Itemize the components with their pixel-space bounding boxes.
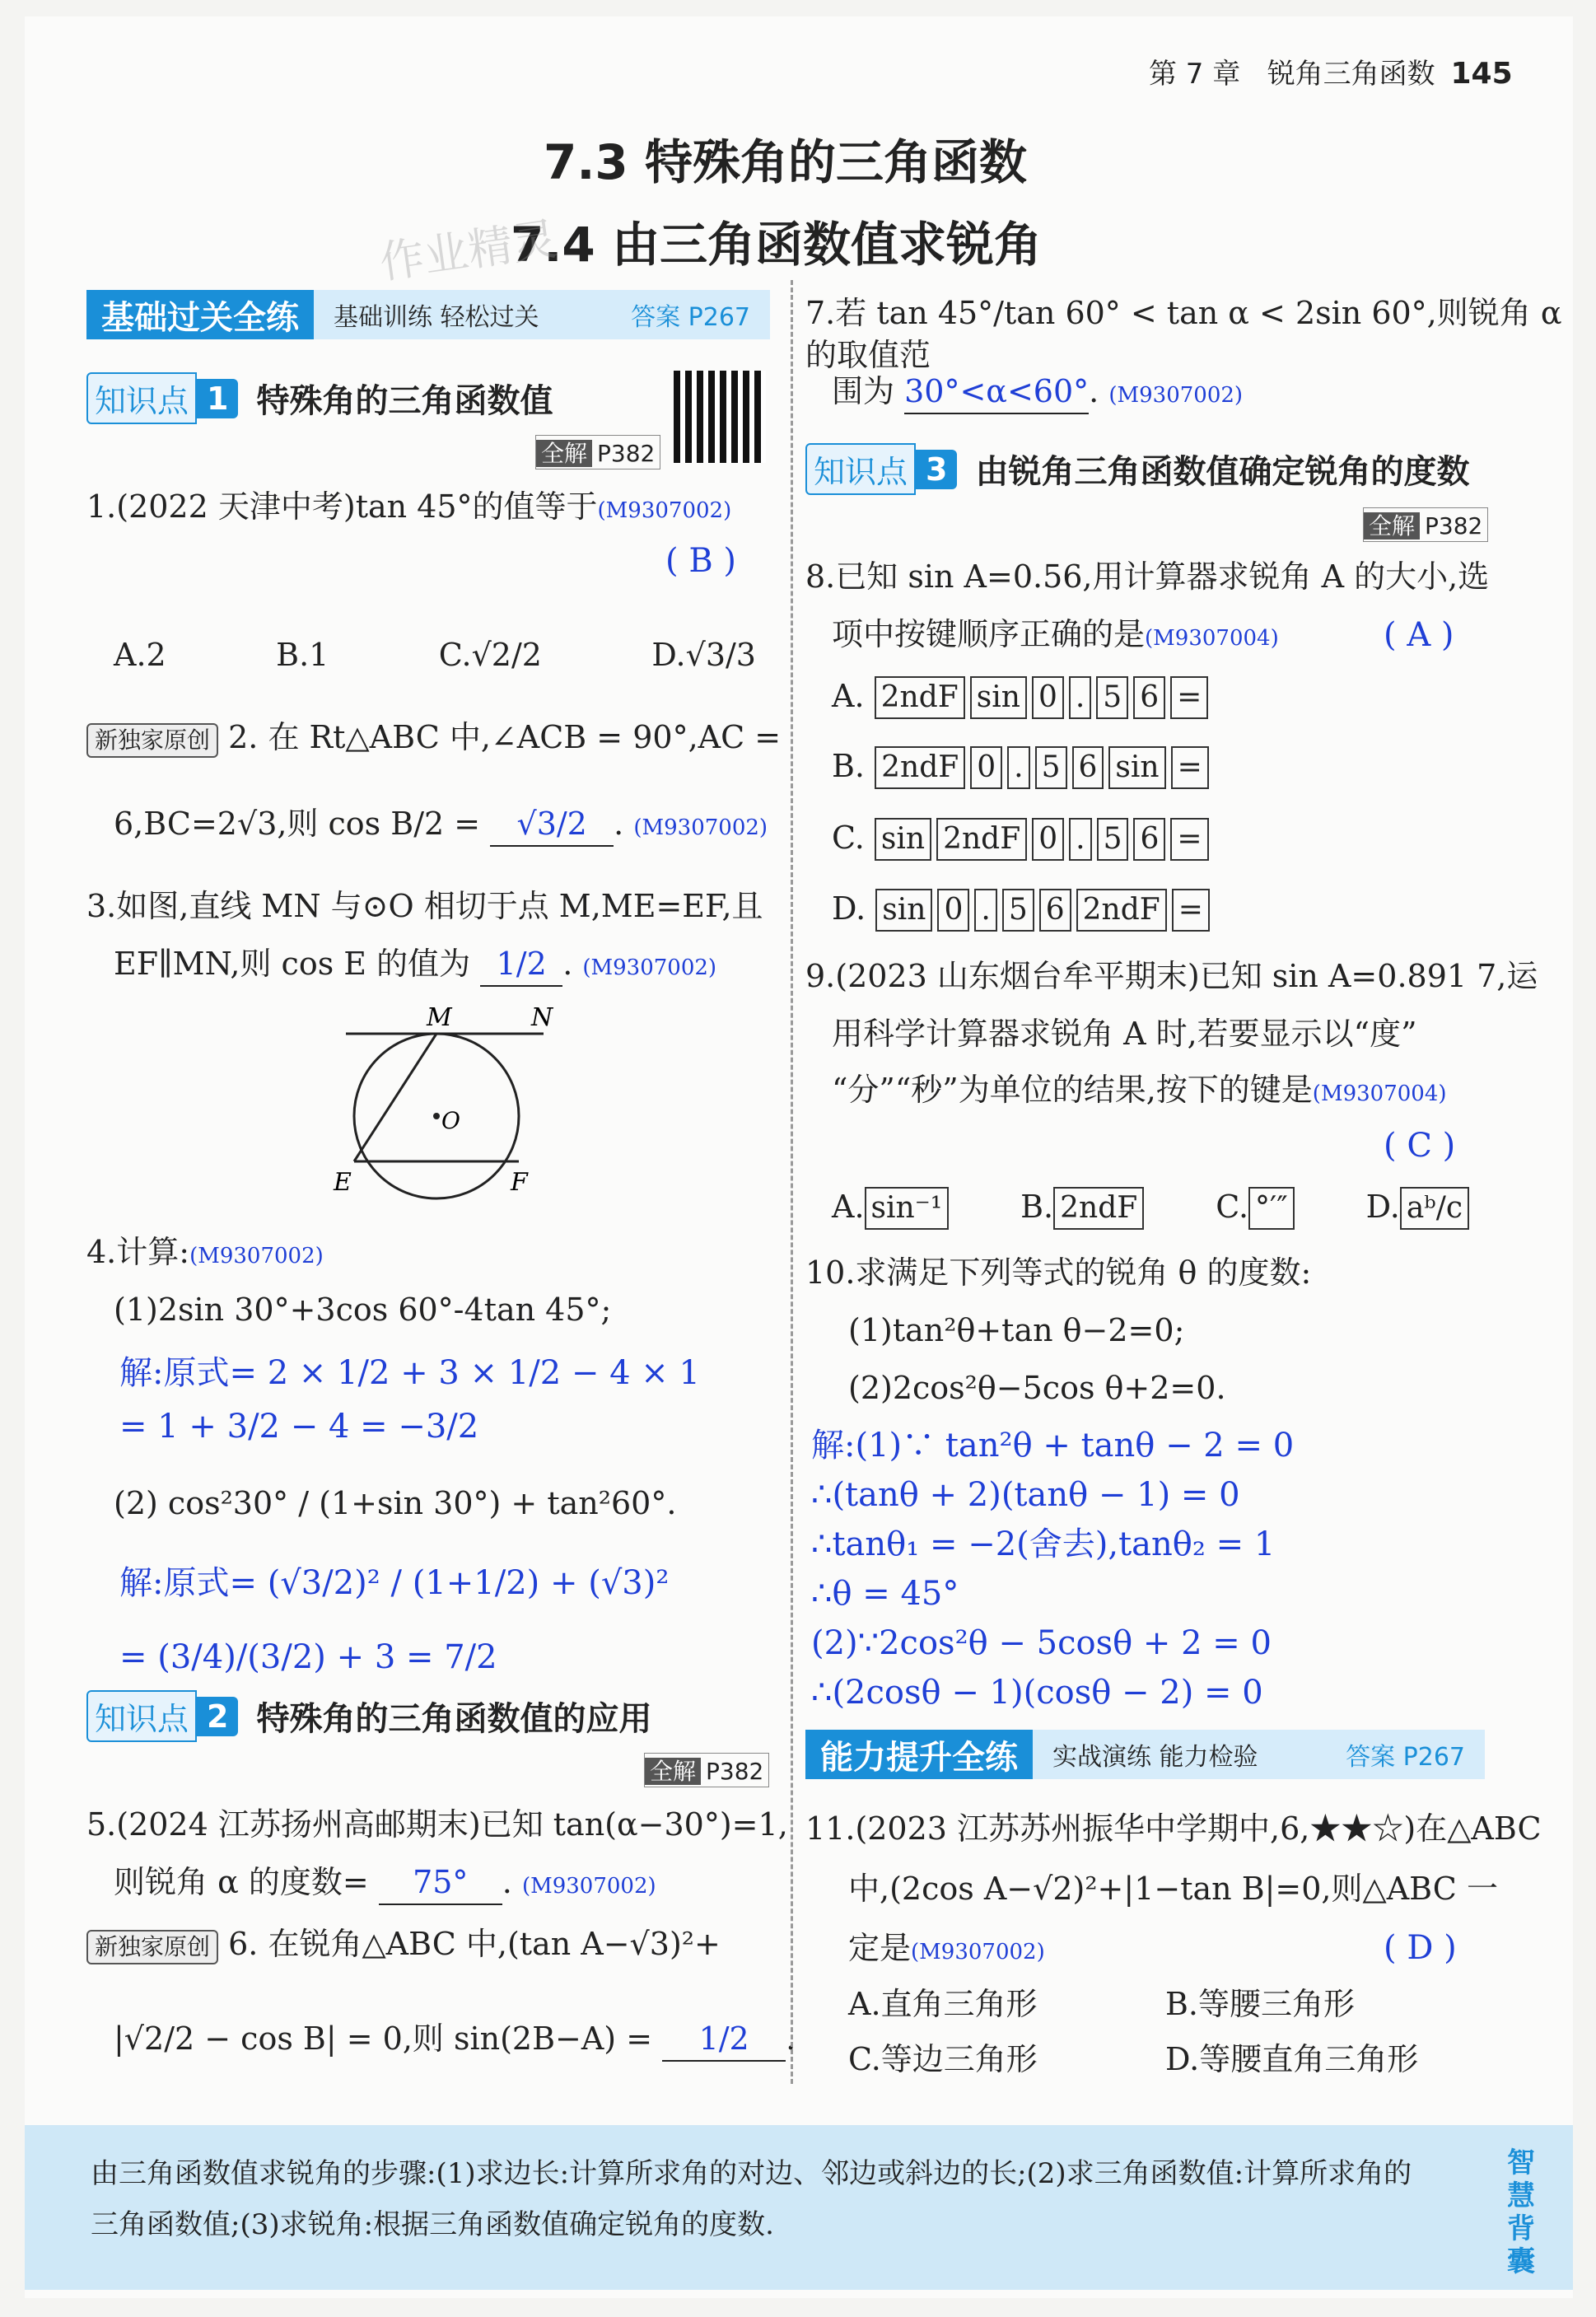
kp-label: 特殊角的三角函数值的应用	[256, 1700, 652, 1738]
q8-option-d	[832, 888, 1215, 932]
q2-code: (M9307002)	[633, 815, 768, 840]
q2-answer: √3/2	[490, 803, 614, 847]
calc-key: sin	[970, 676, 1027, 719]
q11-line3	[848, 1927, 1045, 1969]
question-8: 8.已知 sin A=0.56,用计算器求锐角 A 的大小,选	[805, 558, 1490, 595]
solution-line: (2)∵2cos²θ − 5cosθ + 2 = 0	[811, 1624, 1272, 1662]
calc-key: 6	[1133, 818, 1165, 861]
q4-part-2: (2) cos²30° / (1+sin 30°) + tan²60°.	[114, 1485, 677, 1521]
calc-key: sin	[875, 818, 931, 861]
q6-line2: |√2/2 − cos B| = 0,则 sin(2B−A) = 1/2 .	[114, 2018, 796, 2062]
kp-label: 由锐角三角函数值确定锐角的度数	[975, 453, 1470, 491]
qj-page: P382	[597, 440, 656, 467]
qr-code-icon[interactable]	[674, 371, 766, 463]
calc-key: 2ndF	[875, 746, 965, 789]
calc-key: 5	[1097, 818, 1129, 861]
q7-code: (M9307002)	[1108, 383, 1244, 408]
kp-tag: 知识点	[86, 372, 197, 424]
q1-option-d: D.√3/3	[651, 637, 756, 673]
q4-solution-1b: = 1 + 3/2 − 4 = −3/2	[119, 1408, 479, 1446]
q1-stem: 1.(2022 天津中考)tan 45°的值等于	[86, 488, 598, 525]
q4-stem: 4.计算:	[86, 1234, 190, 1270]
q1-answer: ( B )	[665, 542, 737, 580]
question-7: 7.若 tan 45°/tan 60° < tan α < 2sin 60°,则锐角 α 的取值范	[805, 295, 1562, 374]
banner-ability	[805, 1730, 1485, 1779]
q7-stem-2: 围为	[832, 373, 895, 409]
page-header	[1149, 51, 1513, 91]
q3-stem-2: EF∥MN,则 cos E 的值为	[114, 946, 471, 982]
q3-stem-1: 3.如图,直线 MN 与⊙O 相切于点 M,ME=EF,且	[86, 888, 763, 924]
q1-option-b: B.1	[276, 637, 329, 673]
q1-option-c: C.√2/2	[438, 637, 542, 673]
calc-key: sin	[1108, 746, 1165, 789]
calc-key: =	[1171, 746, 1209, 789]
q2-stem-2: 6,BC=2√3,则 cos B/2 =	[114, 806, 491, 842]
calc-key: .	[1069, 818, 1091, 861]
q8-stem-2: 项中按键顺序正确的是	[832, 616, 1146, 652]
solution-line: ∴(2cosθ − 1)(cosθ − 2) = 0	[811, 1674, 1263, 1712]
kp-num: 1	[197, 379, 238, 418]
q8-option-b	[832, 745, 1214, 789]
q2-stem-1: 2. 在 Rt△ABC 中,∠ACB = 90°,AC =	[228, 719, 782, 755]
label-e: E	[334, 1168, 352, 1197]
calc-key: aᵇ/c	[1400, 1187, 1469, 1230]
q11-code: (M9307002)	[911, 1940, 1045, 1964]
kp-tag: 知识点	[805, 443, 916, 495]
question-5: 5.(2024 江苏扬州高邮期末)已知 tan(α−30°)=1,	[86, 1806, 788, 1843]
q9-options	[832, 1186, 1474, 1230]
q11-stem-3: 定是	[848, 1930, 912, 1966]
banner-ability-answer: 答案 P267	[1346, 1743, 1465, 1772]
q4-solution-2a: 解:原式= (√3/2)² / (1+1/2) + (√3)²	[119, 1564, 670, 1602]
question-11: 11.(2023 江苏苏州振华中学期中,6,★★☆)在△ABC	[805, 1810, 1542, 1847]
option-label: B.	[832, 748, 866, 784]
section-title-2: 7.4 由三角函数值求锐角	[511, 217, 1042, 273]
q9-stem-3: “分”“秒”为单位的结果,按下的键是	[832, 1072, 1313, 1108]
q7-answer: 30°<α<60°	[904, 371, 1089, 414]
calc-key: 2ndF	[936, 818, 1027, 861]
option-label: A.	[832, 1189, 865, 1225]
q10-solution	[811, 1421, 1294, 1717]
q6-stem-1: 6. 在锐角△ABC 中,(tan A−√3)²+	[228, 1926, 721, 1962]
option-label: D.	[832, 890, 866, 927]
question-6	[86, 1923, 721, 1965]
calc-key: sin⁻¹	[865, 1187, 950, 1230]
q9-answer: ( C )	[1384, 1127, 1456, 1165]
q5-line2: 则锐角 α 的度数= 75° . (M9307002)	[114, 1862, 656, 1905]
q1-code: (M9307002)	[597, 498, 732, 523]
q4-solution-1a: 解:原式= 2 × 1/2 + 3 × 1/2 − 4 × 1	[119, 1354, 700, 1392]
footer-side-label: 智慧背囊	[1507, 2146, 1535, 2278]
calc-key: 5	[1035, 746, 1067, 789]
calc-key: .	[1069, 676, 1091, 719]
calc-key: =	[1172, 889, 1210, 932]
q11-line2: 中,(2cos A−√2)²+|1−tan B|=0,则△ABC 一	[848, 1871, 1498, 1907]
calc-key: 5	[1096, 676, 1128, 719]
qj-label: 全解	[645, 1758, 701, 1785]
full-solution-ref-1	[535, 435, 660, 469]
new-original-tag: 新独家原创	[86, 723, 218, 758]
tip-footer	[25, 2125, 1573, 2290]
q9-line2: 用科学计算器求锐角 A 时,若要显示以“度”	[832, 1016, 1417, 1052]
q10-part-1: (1)tan²θ+tan θ−2=0;	[848, 1312, 1185, 1348]
option-label: C.	[832, 820, 865, 856]
question-10: 10.求满足下列等式的锐角 θ 的度数:	[805, 1254, 1312, 1291]
chapter: 第 7 章	[1149, 58, 1241, 91]
label-m: M	[427, 1005, 452, 1032]
q10-part-2: (2)2cos²θ−5cos θ+2=0.	[848, 1370, 1226, 1406]
q3-answer: 1/2	[480, 943, 562, 987]
calc-key: =	[1170, 676, 1208, 719]
question-1	[86, 486, 731, 528]
q1-options	[114, 634, 756, 676]
q7-line2: 围为 30°<α<60°. (M9307002)	[832, 371, 1243, 414]
qj-page: P382	[706, 1758, 764, 1785]
full-solution-ref-2	[644, 1753, 769, 1787]
q5-stem-2: 则锐角 α 的度数=	[114, 1864, 369, 1900]
calc-key: sin	[875, 889, 932, 932]
option-label: D.	[1365, 1189, 1400, 1225]
page-number: 145	[1450, 57, 1513, 91]
kp-num: 2	[197, 1697, 238, 1736]
q11-option-d: D.等腰直角三角形	[1165, 2041, 1419, 2077]
calc-key: .	[974, 889, 996, 932]
chapter-topic: 锐角三角函数	[1267, 58, 1435, 91]
calc-key: 5	[1002, 889, 1034, 932]
calc-key: .	[1007, 746, 1029, 789]
calc-key: 0	[937, 889, 969, 932]
question-3	[86, 885, 763, 927]
q11-answer: ( D )	[1384, 1929, 1457, 1967]
q11-option-a: A.直角三角形	[848, 1986, 1038, 2022]
footer-text: 由三角函数值求锐角的步骤:(1)求边长:计算所求角的对边、邻边或斜边的长;(2)求三角函数值:计算所求角的三角函数值;(3)求锐角:根据三角函数值确定锐角的度数.	[91, 2157, 1412, 2241]
solution-line: ∴θ = 45°	[811, 1575, 959, 1613]
q8-line2	[832, 614, 1279, 656]
calc-key: 6	[1133, 676, 1165, 719]
kp-tag: 知识点	[86, 1690, 197, 1742]
watermark: 作业精灵	[376, 213, 560, 289]
qj-label: 全解	[1364, 512, 1420, 540]
option-label: C.	[1216, 1189, 1249, 1225]
label-n: N	[531, 1005, 553, 1032]
full-solution-ref-3	[1363, 507, 1488, 542]
q3-figure	[329, 1005, 593, 1203]
question-9: 9.(2023 山东烟台牟平期末)已知 sin A=0.891 7,运	[805, 958, 1538, 994]
q6-answer: 1/2	[662, 2018, 786, 2062]
new-original-tag: 新独家原创	[86, 1930, 218, 1964]
q4-code: (M9307002)	[189, 1244, 324, 1268]
q5-answer: 75°	[379, 1862, 502, 1905]
q5-code: (M9307002)	[521, 1874, 656, 1899]
banner-ability-title: 能力提升全练	[805, 1730, 1033, 1779]
knowledge-point-3	[805, 443, 1469, 495]
q1-option-a: A.2	[114, 637, 166, 673]
knowledge-point-1	[86, 372, 553, 424]
q9-line3	[832, 1069, 1447, 1111]
label-o: O	[441, 1107, 460, 1134]
q8-answer: ( A )	[1384, 616, 1454, 654]
q4-part-1: (1)2sin 30°+3cos 60°-4tan 45°;	[114, 1292, 612, 1328]
calc-key: 2ndF	[875, 676, 965, 719]
qj-page: P382	[1425, 512, 1483, 540]
calc-key: 2ndF	[1076, 889, 1167, 932]
question-2	[86, 717, 781, 759]
calc-key: 0	[1032, 818, 1064, 861]
solution-line: ∴(tanθ + 2)(tanθ − 1) = 0	[811, 1476, 1240, 1514]
calc-key: 6	[1039, 889, 1071, 932]
calc-key: 0	[970, 746, 1002, 789]
q9-code: (M9307004)	[1312, 1081, 1447, 1106]
qj-label: 全解	[536, 440, 592, 467]
q8-option-a	[832, 675, 1213, 719]
calc-key: °′″	[1248, 1187, 1295, 1230]
section-title-1: 7.3 特殊角的三角函数	[544, 134, 1027, 190]
solution-line: ∴tanθ₁ = −2(舍去),tanθ₂ = 1	[811, 1525, 1276, 1563]
q3-line2: EF∥MN,则 cos E 的值为 1/2 . (M9307002)	[114, 943, 716, 987]
kp-num: 3	[916, 450, 957, 489]
banner-basic	[86, 290, 770, 339]
option-label: A.	[832, 678, 865, 714]
column-divider	[791, 280, 793, 2084]
banner-basic-answer: 答案 P267	[631, 303, 750, 332]
q4-solution-2b: = (3/4)/(3/2) + 3 = 7/2	[119, 1638, 497, 1676]
q11-option-c: C.等边三角形	[848, 2041, 1038, 2077]
banner-ability-sub: 实战演练 能力检验	[1052, 1743, 1258, 1772]
q3-code: (M9307002)	[582, 955, 717, 980]
kp-label: 特殊角的三角函数值	[256, 382, 553, 420]
calc-key: 2ndF	[1053, 1187, 1144, 1230]
q11-option-b: B.等腰三角形	[1165, 1986, 1356, 2022]
calc-key: 6	[1072, 746, 1104, 789]
q2-line2: 6,BC=2√3,则 cos B/2 = √3/2 . (M9307002)	[114, 803, 768, 847]
option-label: B.	[1020, 1189, 1054, 1225]
q8-code: (M9307004)	[1145, 626, 1279, 651]
solution-line: 解:(1)∵ tan²θ + tanθ − 2 = 0	[811, 1427, 1295, 1464]
calc-key: =	[1170, 818, 1208, 861]
knowledge-point-2	[86, 1690, 651, 1742]
banner-basic-title: 基础过关全练	[86, 290, 314, 339]
calc-key: 0	[1032, 676, 1064, 719]
label-f: F	[511, 1168, 528, 1197]
banner-basic-sub: 基础训练 轻松过关	[334, 303, 539, 332]
q8-option-c	[832, 817, 1214, 861]
question-4	[86, 1231, 324, 1273]
q6-stem-2: |√2/2 − cos B| = 0,则 sin(2B−A) =	[114, 2020, 653, 2057]
